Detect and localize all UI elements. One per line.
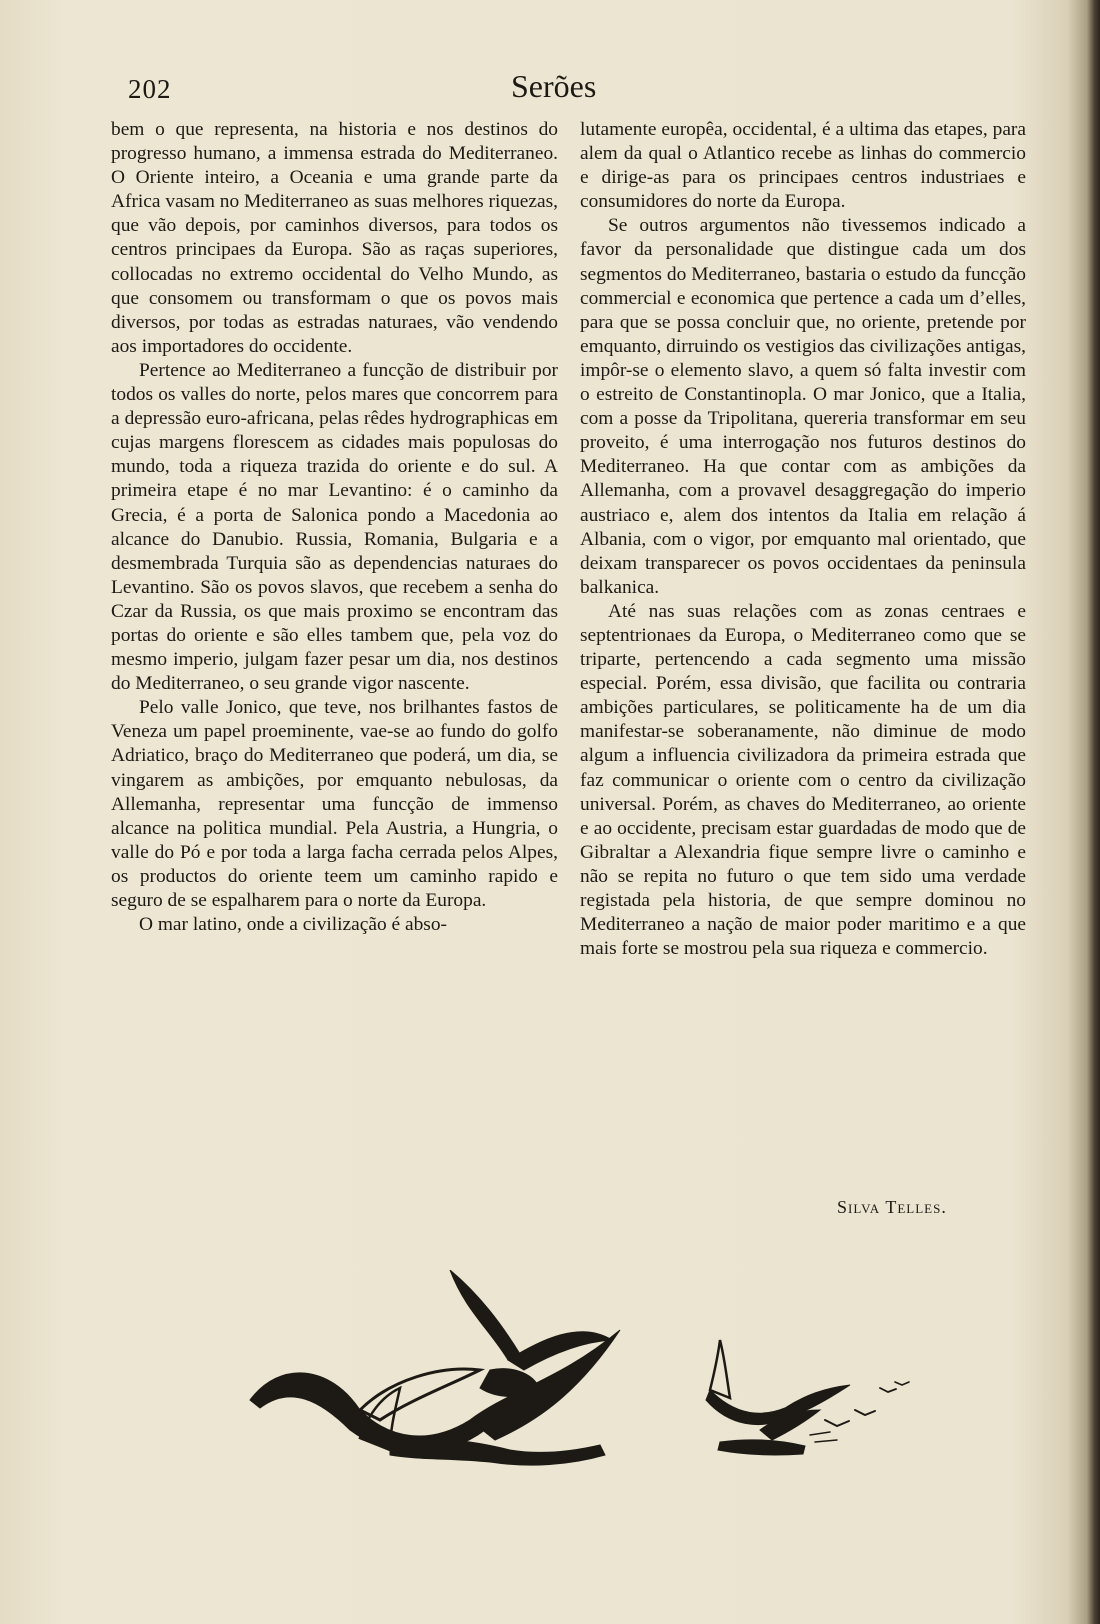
swallows-illustration (240, 1270, 940, 1510)
distant-bird (895, 1382, 909, 1385)
distant-bird (855, 1410, 875, 1415)
swallow-figure (718, 1440, 805, 1455)
author-name: Silva Telles. (837, 1197, 947, 1217)
paragraph: O mar latino, onde a civilização é abso- (139, 914, 447, 936)
left-column (111, 118, 558, 937)
distant-bird (825, 1420, 849, 1426)
page-edge-shadow (1086, 0, 1100, 1624)
running-title: Serões (511, 68, 597, 104)
author-signature (837, 1197, 947, 1218)
paragraph: Pertence ao Mediterraneo a funcção de distribuir por todos os valles do norte, pelos mares que concorrem para a depressão euro-africana, pelas rêdes hydrographicas em cujas margens florescem as cidades mais populosas do mundo, toda a riqueza trazida do oriente e do sul. A primeira etape é no mar Levantino: é o caminho da Grecia, é a porta de Salonica pondo a Macedonia ao alcance do Danubio. Russia, Romania, Bulgaria e a desmembrada Turquia são as dependencias naturaes do Levantino. São os povos slavos, que recebem a senha do Czar da Russia, os que mais proximo se encontram das portas do oriente e são elles tambem que, pela voz do mesmo imperio, julgam fazer pesar um dia, nos destinos do Mediterraneo, o seu grande vigor nascente. (111, 359, 558, 695)
right-column (580, 118, 1026, 961)
swallow-figure (390, 1440, 605, 1466)
paragraph: Até nas suas relações com as zonas centraes e septentrionaes da Europa, o Mediterraneo como que se triparte, pertencendo a cada segmento uma missão especial. Porém, essa divisão, que facilita ou contraria ambições particulares, se politicamente ha de um dia manifestar-se soberanamente, não diminue de modo algum a influencia civilizadora da primeira estrada que faz communicar o oriente com o centro da civilização universal. Porém, as chaves do Mediterraneo, ao oriente e ao occidente, precisam estar guardadas de modo que de Gibraltar a Alexandria fique sempre livre o caminho e não se repita no futuro o que tem sido uma verdade registada pela historia, de que sempre dominou no Mediterraneo a nação de maior poder maritimo e a que mais forte se mostrou pela sua riqueza e commercio. (580, 600, 1026, 960)
swallow-figure (450, 1270, 520, 1360)
paragraph: Pelo valle Jonico, que teve, nos brilhantes fastos de Veneza um papel proeminente, vae-se ao fundo do golfo Adriatico, braço do Mediterraneo que poderá, um dia, se vingarem as ambições, por emquanto nebulosas, da Allemanha, representar uma funcção de immenso alcance na politica mundial. Pela Austria, a Hungria, o valle do Pó e por toda a larga facha cerrada pelos Alpes, os productos do oriente teem um caminho rapido e seguro de se espalharem para o norte da Europa. (111, 697, 558, 911)
paragraph: lutamente europêa, occidental, é a ultima das etapes, para alem da qual o Atlantico recebe as linhas do commercio e dirige-as para os principaes centros industriaes e consumidores do norte da Europa. (580, 119, 1026, 213)
page-number: 202 (128, 74, 172, 104)
distant-bird (880, 1388, 896, 1392)
paragraph: Se outros argumentos não tivessemos indicado a favor da personalidade que distingue cada um dos segmentos do Mediterraneo, bastaria o estudo da funcção commercial e economica que pertence a cada um d’elles, para que se possa concluir que, no oriente, pretende por emquanto, dirruindo os vestigios das civilizações antigas, impôr-se o elemento slavo, a quem só falta investir com o estreito de Constantinopla. O mar Jonico, que a Italia, com a posse da Tripolitana, quereria transformar em seu proveito, é uma interrogação nos futuros destinos do Mediterraneo. Ha que contar com as ambições da Allemanha, com a provavel desaggregação do imperio austriaco e, alem dos intentos da Italia em relação á Albania, com o vigor, por emquanto mal orientado, que deixam transparecer os povos occidentaes da peninsula balkanica. (580, 215, 1026, 598)
paragraph: bem o que representa, na historia e nos destinos do progresso humano, a immensa estrada do Mediterraneo. O Oriente inteiro, a Oceania e uma grande parte da Africa vasam no Mediterraneo as suas melhores riquezas, que vão depois, por caminhos diversos, para todos os centros principaes da Europa. São as raças superiores, collocadas no extremo occidental do Velho Mundo, as que consomem ou transformam o que os povos mais diversos, por todas as estradas naturaes, vão vendendo aos importadores do occidente. (111, 119, 558, 357)
